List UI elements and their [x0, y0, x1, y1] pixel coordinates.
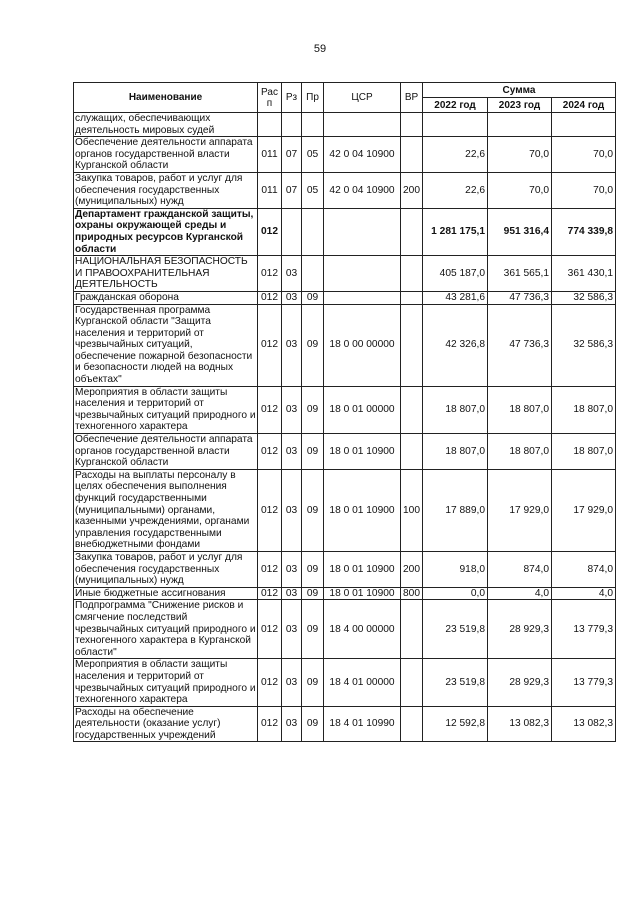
- header-sum: Сумма: [423, 83, 616, 98]
- table-cell-vr: [401, 434, 423, 470]
- table-cell-vr: [401, 600, 423, 659]
- table-cell-name: Гражданская оборона: [74, 291, 258, 304]
- header-vr: ВР: [401, 83, 423, 113]
- table-cell-2022: 43 281,6: [423, 291, 488, 304]
- table-row: [74, 434, 616, 470]
- table-row: [74, 469, 616, 551]
- table-cell-name: Закупка товаров, работ и услуг для обеспечения государственных (муниципальных) нужд: [74, 172, 258, 208]
- table-row: [74, 208, 616, 255]
- table-cell-2024: 361 430,1: [552, 256, 616, 292]
- table-cell-vr: 100: [401, 469, 423, 551]
- page-number: 59: [313, 43, 327, 55]
- table-cell-name: Мероприятия в области защиты населения и территорий от чрезвычайных ситуаций природного и техногенного характера: [75, 659, 256, 706]
- table-row: [74, 386, 616, 433]
- table-cell-pr: 09: [302, 659, 324, 706]
- table-cell-rz: 03: [282, 256, 302, 292]
- table-cell-rz: 07: [282, 137, 302, 173]
- table-cell-2024: [552, 113, 616, 137]
- table-body: [74, 113, 616, 742]
- table-cell-rz: 03: [282, 469, 302, 551]
- table-cell-name: Департамент гражданской защиты, охраны окружающей среды и природных ресурсов Курганской области: [74, 208, 258, 255]
- table-cell-2022: 12 592,8: [423, 706, 488, 742]
- table-cell-ras: 012: [258, 600, 282, 659]
- table-cell-csr: 18 0 01 10900: [324, 587, 401, 600]
- table-cell-csr: [324, 113, 401, 137]
- table-cell-pr: 09: [302, 291, 324, 304]
- table-cell-vr: [401, 304, 423, 386]
- table-cell-2024: 774 339,8: [552, 208, 616, 255]
- table-cell-ras: 012: [258, 208, 282, 255]
- table-cell-2024: 13 779,3: [552, 600, 616, 659]
- table-cell-name: Государственная программа Курганской области "Защита населения и территорий от чрезвычайных ситуаций, обеспечение пожарной безопасности и безопасности людей на водных объектах": [74, 304, 258, 386]
- table-cell-vr: [401, 256, 423, 292]
- table-cell-2022: 18 807,0: [423, 434, 488, 470]
- table-cell-rz: 03: [282, 600, 302, 659]
- table-cell-rz: 03: [282, 291, 302, 304]
- table-cell-csr: [324, 256, 401, 292]
- table-row: [74, 256, 616, 292]
- header-2024: 2024 год: [552, 98, 616, 113]
- header-rz: Рз: [282, 83, 302, 113]
- table-cell-rz: 03: [282, 659, 302, 706]
- table-cell-rz: [282, 208, 302, 255]
- table-cell-csr: 18 0 01 00000: [324, 386, 401, 433]
- table-cell-name: Иные бюджетные ассигнования: [74, 587, 258, 600]
- table-cell-rz: 03: [282, 386, 302, 433]
- table-cell-name: Закупка товаров, работ и услуг для обеспечения государственных (муниципальных) нужд: [74, 551, 258, 587]
- table-cell-2024: 18 807,0: [552, 386, 616, 433]
- table-cell-2022: 405 187,0: [423, 256, 488, 292]
- table-cell-ras: 012: [258, 551, 282, 587]
- table-cell-2023: 4,0: [488, 587, 552, 600]
- budget-table: [73, 82, 616, 742]
- table-cell-vr: [401, 137, 423, 173]
- table-cell-2022: 22,6: [423, 137, 488, 173]
- header-pr: Пр: [302, 83, 324, 113]
- table-row: [74, 291, 616, 304]
- table-cell-csr: 18 0 01 10900: [324, 551, 401, 587]
- table-cell-csr: 18 0 00 00000: [324, 304, 401, 386]
- table-cell-ras: [258, 113, 282, 137]
- table-cell-2022: 17 889,0: [423, 469, 488, 551]
- table-row: [74, 600, 616, 659]
- table-cell-name: служащих, обеспечивающих деятельность мировых судей: [74, 113, 258, 137]
- table-cell-2023: 17 929,0: [488, 469, 552, 551]
- table-cell-2022: 42 326,8: [423, 304, 488, 386]
- table-cell-2022: 18 807,0: [423, 386, 488, 433]
- table-cell-csr: [324, 208, 401, 255]
- table-cell-2022: 0,0: [423, 587, 488, 600]
- table-row: [74, 304, 616, 386]
- table-cell-csr: 18 4 01 10990: [324, 706, 401, 742]
- table-cell-2024: 32 586,3: [552, 291, 616, 304]
- table-cell-csr: 18 0 01 10900: [324, 469, 401, 551]
- table-cell-vr: [401, 291, 423, 304]
- table-cell-ras: 012: [258, 291, 282, 304]
- table-cell-pr: 09: [302, 551, 324, 587]
- table-cell-2022: 23 519,8: [423, 600, 488, 659]
- table-cell-2023: 13 082,3: [488, 706, 552, 742]
- table-cell-2023: 70,0: [488, 137, 552, 173]
- table-row: [74, 172, 616, 208]
- table-cell-vr: [401, 659, 423, 706]
- table-cell-2023: 47 736,3: [488, 304, 552, 386]
- table-cell-pr: 05: [302, 172, 324, 208]
- table-cell-ras: 012: [258, 587, 282, 600]
- table-cell-2024: 70,0: [552, 137, 616, 173]
- table-cell-2024: 18 807,0: [552, 434, 616, 470]
- table-cell-ras: 011: [258, 172, 282, 208]
- table-cell-ras: 012: [258, 706, 282, 742]
- table-cell-2024: 4,0: [552, 587, 616, 600]
- table-cell-name: Подпрограмма "Снижение рисков и смягчение последствий чрезвычайных ситуаций природного и техногенного характера в Курганской области": [75, 600, 256, 658]
- table-cell-ras: 012: [258, 256, 282, 292]
- table-cell-rz: 03: [282, 706, 302, 742]
- table-cell-pr: 05: [302, 137, 324, 173]
- table-cell-pr: [302, 113, 324, 137]
- table-cell-vr: 800: [401, 587, 423, 600]
- table-cell-csr: [324, 291, 401, 304]
- table-cell-csr: 42 0 04 10900: [324, 137, 401, 173]
- table-cell-rz: [282, 113, 302, 137]
- table-cell-pr: 09: [302, 304, 324, 386]
- table-cell-2024: 70,0: [552, 172, 616, 208]
- table-cell-ras: 012: [258, 304, 282, 386]
- table-cell-2024: 13 082,3: [552, 706, 616, 742]
- table-cell-pr: [302, 256, 324, 292]
- table-cell-2023: 361 565,1: [488, 256, 552, 292]
- table-cell-ras: 012: [258, 386, 282, 433]
- table-cell-pr: 09: [302, 706, 324, 742]
- table-cell-2024: 32 586,3: [552, 304, 616, 386]
- table-cell-2023: 18 807,0: [488, 386, 552, 433]
- table-cell-pr: 09: [302, 587, 324, 600]
- table-cell-ras: 011: [258, 137, 282, 173]
- table-cell-rz: 03: [282, 434, 302, 470]
- table-cell-pr: [302, 208, 324, 255]
- table-row: [74, 137, 616, 173]
- table-cell-2023: [488, 113, 552, 137]
- table-row: [74, 113, 616, 137]
- header-ras: Рас п: [258, 83, 282, 113]
- table-cell-csr: 18 4 01 00000: [324, 659, 401, 706]
- header-2023: 2023 год: [488, 98, 552, 113]
- table-cell-vr: [401, 706, 423, 742]
- table-cell-rz: 07: [282, 172, 302, 208]
- header-2022: 2022 год: [423, 98, 488, 113]
- table-cell-2024: 13 779,3: [552, 659, 616, 706]
- table-cell-2023: 874,0: [488, 551, 552, 587]
- table-cell-vr: 200: [401, 172, 423, 208]
- table-cell-2023: 70,0: [488, 172, 552, 208]
- table-cell-name: Обеспечение деятельности аппарата органов государственной власти Курганской области: [74, 434, 258, 470]
- table-cell-2022: [423, 113, 488, 137]
- table-cell-vr: 200: [401, 551, 423, 587]
- table-cell-2024: 874,0: [552, 551, 616, 587]
- table-cell-2023: 951 316,4: [488, 208, 552, 255]
- table-cell-2022: 1 281 175,1: [423, 208, 488, 255]
- table-cell-name: Обеспечение деятельности аппарата органов государственной власти Курганской области: [74, 137, 258, 173]
- table-cell-csr: 42 0 04 10900: [324, 172, 401, 208]
- table-cell-pr: 09: [302, 386, 324, 433]
- table-cell-2023: 28 929,3: [488, 659, 552, 706]
- table-cell-vr: [401, 386, 423, 433]
- table-row: [74, 706, 616, 742]
- table-cell-csr: 18 4 00 00000: [324, 600, 401, 659]
- table-cell-ras: 012: [258, 469, 282, 551]
- table-cell-ras: 012: [258, 659, 282, 706]
- table-cell-ras: 012: [258, 434, 282, 470]
- table-cell-vr: [401, 113, 423, 137]
- table-cell-pr: 09: [302, 434, 324, 470]
- table-cell-2023: 28 929,3: [488, 600, 552, 659]
- table-cell-2023: 18 807,0: [488, 434, 552, 470]
- table-cell-2024: 17 929,0: [552, 469, 616, 551]
- table-cell-2022: 918,0: [423, 551, 488, 587]
- table-cell-2023: 47 736,3: [488, 291, 552, 304]
- table-cell-vr: [401, 208, 423, 255]
- table-cell-pr: 09: [302, 469, 324, 551]
- table-cell-rz: 03: [282, 304, 302, 386]
- table-cell-2022: 23 519,8: [423, 659, 488, 706]
- table-cell-name: НАЦИОНАЛЬНАЯ БЕЗОПАСНОСТЬ И ПРАВООХРАНИТЕЛЬНАЯ ДЕЯТЕЛЬНОСТЬ: [74, 256, 258, 292]
- header-name: Наименование: [74, 83, 258, 113]
- table-cell-pr: 09: [302, 600, 324, 659]
- table-cell-rz: 03: [282, 587, 302, 600]
- table-cell-name: Мероприятия в области защиты населения и территорий от чрезвычайных ситуаций природного и техногенного характера: [75, 386, 256, 433]
- table-cell-name: Расходы на обеспечение деятельности (оказание услуг) государственных учреждений: [74, 706, 258, 742]
- table-row: [74, 587, 616, 600]
- table-cell-name: Расходы на выплаты персоналу в целях обеспечения выполнения функций государственными (муниципальными) органами, казенными учреждениями, органами управления государственными внебюджетными фондами: [74, 469, 258, 551]
- table-cell-csr: 18 0 01 10900: [324, 434, 401, 470]
- table-row: [74, 659, 616, 706]
- header-csr: ЦСР: [324, 83, 401, 113]
- table-cell-rz: 03: [282, 551, 302, 587]
- table-row: [74, 551, 616, 587]
- table-cell-2022: 22,6: [423, 172, 488, 208]
